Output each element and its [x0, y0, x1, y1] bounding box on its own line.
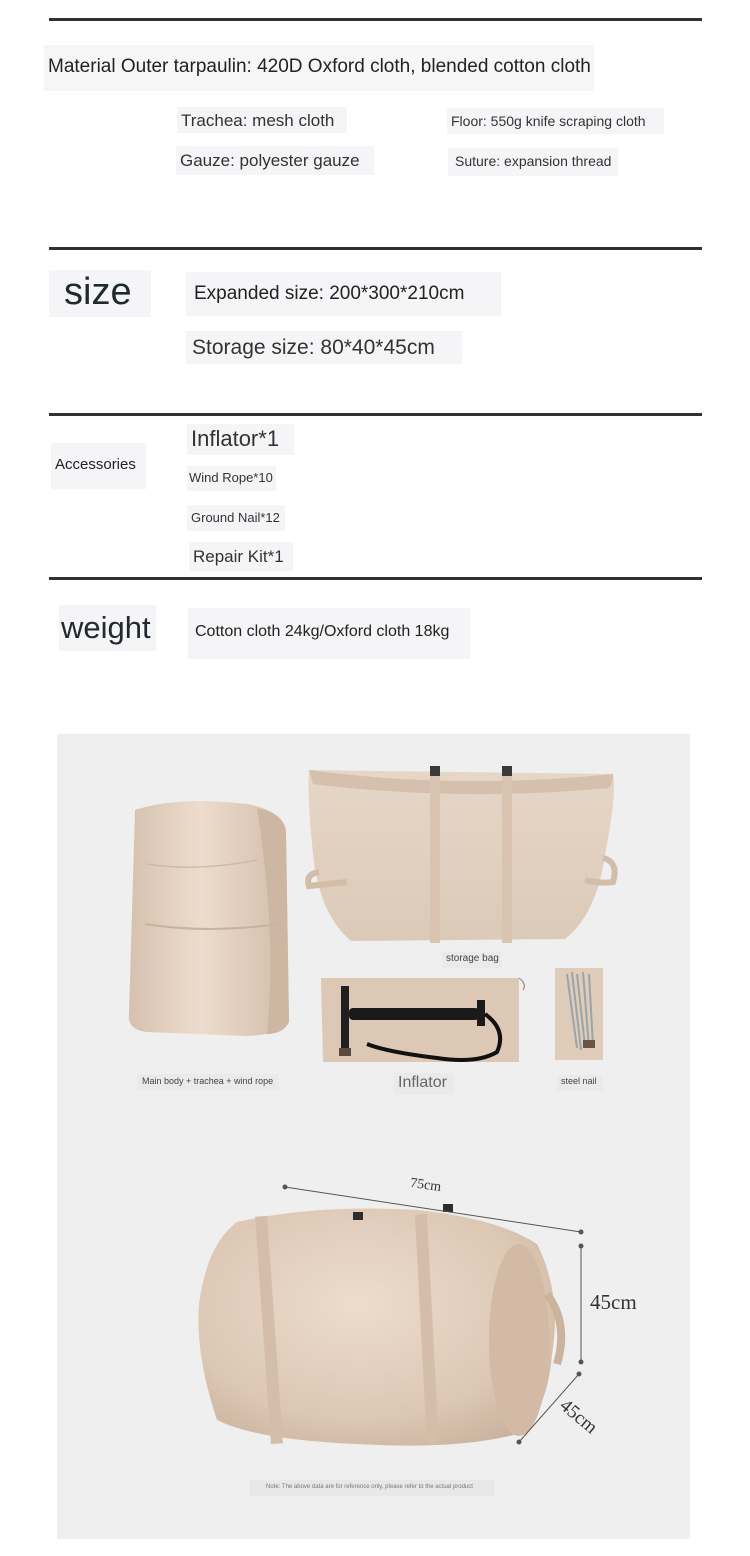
material-floor: Floor: 550g knife scraping cloth: [447, 108, 664, 134]
dimension-height: 45cm: [590, 1290, 637, 1314]
dimension-depth: 45cm: [555, 1395, 602, 1439]
material-suture: Suture: expansion thread: [448, 148, 618, 176]
caption-inflator: Inflator: [394, 1073, 454, 1095]
product-photo: [57, 734, 690, 1539]
material-gauze: Gauze: polyester gauze: [176, 146, 374, 175]
material-trachea: Trachea: mesh cloth: [177, 107, 347, 133]
size-storage: Storage size: 80*40*45cm: [186, 331, 462, 364]
weight-value: Cotton cloth 24kg/Oxford cloth 18kg: [188, 608, 470, 659]
accessories-rule: [49, 413, 702, 416]
folded-tent-body: [129, 801, 289, 1036]
inflator-bag: [321, 978, 524, 1062]
dimension-length: 75cm: [409, 1175, 443, 1196]
size-label: size: [49, 270, 151, 317]
caption-storage-bag: storage bag: [442, 952, 502, 968]
weight-label: weight: [59, 605, 156, 651]
caption-main-body: Main body + trachea + wind rope: [137, 1074, 279, 1090]
packed-storage-bag: [198, 1204, 561, 1446]
steel-nail-bag: [555, 968, 603, 1060]
accessory-wind-rope: Wind Rope*10: [187, 466, 276, 491]
accessory-inflator: Inflator*1: [187, 424, 294, 455]
accessory-repair-kit: Repair Kit*1: [189, 542, 293, 571]
disclaimer-note: Note: The above data are for reference only, please refer to the actual product: [250, 1480, 494, 1496]
top-rule: [49, 18, 702, 21]
storage-bag: [308, 766, 615, 943]
caption-steel-nail: steel nail: [557, 1075, 603, 1091]
size-rule: [49, 247, 702, 250]
material-heading: Material Outer tarpaulin: 420D Oxford cloth, blended cotton cloth: [44, 45, 594, 91]
size-expanded: Expanded size: 200*300*210cm: [186, 272, 501, 316]
accessory-ground-nail: Ground Nail*12: [187, 505, 285, 531]
weight-rule: [49, 577, 702, 580]
accessories-label: Accessories: [51, 443, 146, 489]
